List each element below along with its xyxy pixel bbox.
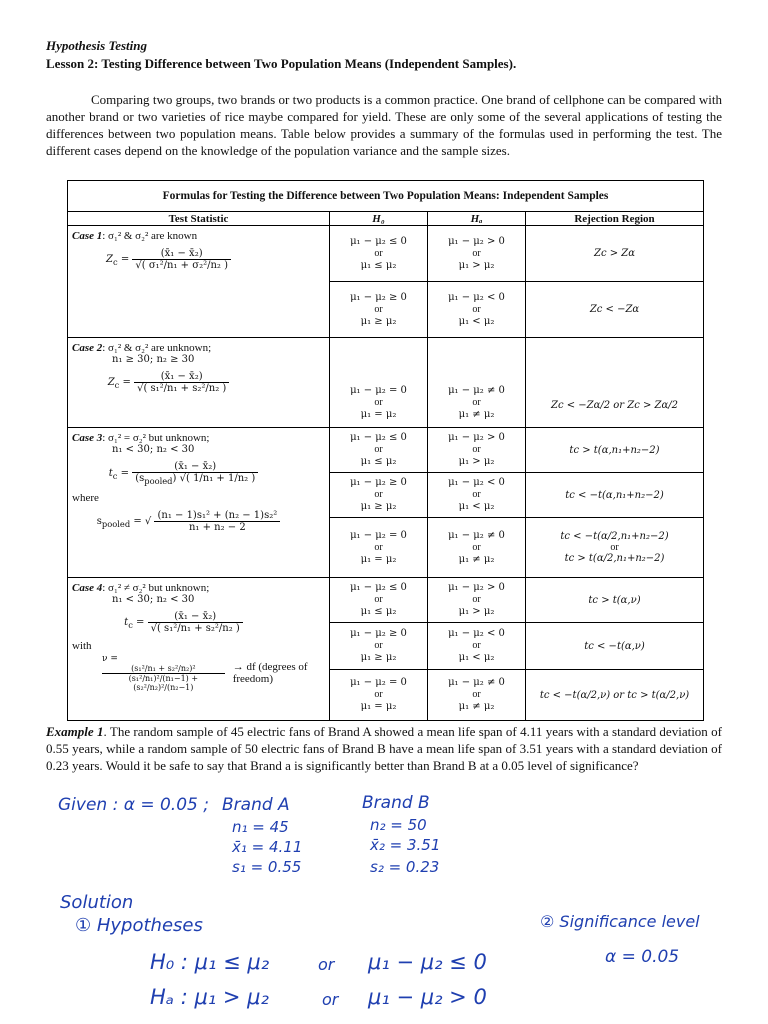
case4-sample-sizes: n₁ < 30; n₂ < 30 bbox=[112, 594, 195, 605]
intro-paragraph: Comparing two groups, two brands or two products is a common practice. One brand of cellphone can be compared with another brand or two varieties of rice maybe compared for yield. These are only some of the several applications of testing the differences between two population means. Table below provides a summary of the formulas used in performing the test. The different cases depend on the knowledge of the population variance and the sample sizes. bbox=[46, 92, 722, 158]
hand-brand-b: Brand B bbox=[362, 793, 430, 813]
hand-ha-or: or bbox=[322, 990, 339, 1009]
hand-a-sd: s₁ = 0.55 bbox=[232, 858, 302, 876]
row8-ha: μ₁ − μ₂ < 0 or μ₁ < μ₂ bbox=[428, 623, 526, 670]
case1-condition: : σ₁² & σ₂² are known bbox=[102, 230, 198, 242]
case3-cell bbox=[68, 428, 330, 578]
header-ha: Hₐ bbox=[428, 212, 526, 226]
hand-alpha: α = 0.05 bbox=[605, 947, 680, 967]
hand-a-mean: x̄₁ = 4.11 bbox=[232, 838, 303, 856]
row6-rejection: tc < −t(α/2,n₁+n₂−2) or tc > t(α/2,n₁+n₂−2) bbox=[526, 518, 704, 578]
row7-ha: μ₁ − μ₂ > 0 or μ₁ > μ₂ bbox=[428, 578, 526, 623]
row6-h0: μ₁ − μ₂ = 0 or μ₁ = μ₂ bbox=[330, 518, 428, 578]
header-rejection-region: Rejection Region bbox=[526, 212, 704, 226]
header-test-statistic: Test Statistic bbox=[68, 212, 330, 226]
row1-ha: μ₁ − μ₂ > 0 or μ₁ > μ₂ bbox=[428, 226, 526, 282]
example-text: . The random sample of 45 electric fans of Brand A showed a mean life span of 4.11 years with a standard deviation of 0.55 years, while a random sample of 50 electric fans of Brand B have a mean life span of 3.51 years with a standard deviation of 0.23 years. Would it be safe to say that Brand a is significantly better than Brand B at a 0.05 level of significance? bbox=[46, 724, 722, 773]
row2-rejection: Zc < −Zα bbox=[526, 282, 704, 338]
row5-rejection: tc < −t(α,n₁+n₂−2) bbox=[526, 473, 704, 518]
row1-rejection: Zc > Zα bbox=[526, 226, 704, 282]
hand-h0-or: or bbox=[318, 955, 335, 974]
case2-label: Case 2 bbox=[72, 342, 103, 354]
row3-h0: μ₁ − μ₂ = 0 or μ₁ = μ₂ bbox=[330, 338, 428, 428]
hand-ha-alt: μ₁ − μ₂ > 0 bbox=[368, 985, 487, 1009]
case1-label: Case 1 bbox=[72, 230, 103, 242]
row1-h0: μ₁ − μ₂ ≤ 0 or μ₁ ≤ μ₂ bbox=[330, 226, 428, 282]
row4-rejection: tc > t(α,n₁+n₂−2) bbox=[526, 428, 704, 473]
hand-brand-a: Brand A bbox=[222, 795, 290, 815]
formula-table bbox=[67, 180, 704, 721]
case4-label: Case 4 bbox=[72, 582, 103, 594]
df-formula: ν = $\frac{\text{(s₁²/n₁ + s₂²/n₂)²}}{\text{(s₁²/n₁)²/(n₁−1) + (s₂²/n₂)²/(n₂−1)}}$ → df (degrees of freedom) bbox=[72, 654, 325, 692]
hand-step1: ① Hypotheses bbox=[75, 915, 203, 936]
hand-b-mean: x̄₂ = 3.51 bbox=[370, 836, 441, 854]
case4-formula: $t_c$ = $\frac{\text{(x̄₁ − x̄₂)}}{\text{√( s₁²/n₁ + s₂²/n₂ )}}$ bbox=[42, 611, 325, 634]
hand-solution: Solution bbox=[60, 892, 134, 913]
case3-formula: $t_c$ = $\frac{\text{(x̄₁ − x̄₂)}}{(s_{pooled}) √( 1/n_1 + 1/n_2 )}$ bbox=[42, 461, 325, 486]
example-paragraph bbox=[46, 723, 722, 774]
row8-h0: μ₁ − μ₂ ≥ 0 or μ₁ ≥ μ₂ bbox=[330, 623, 428, 670]
header-h0: H₀ bbox=[330, 212, 428, 226]
case1-formula: $Z_c$ = $\frac{\text{(x̄₁ − x̄₂)}}{\text{√( σ₁²/n₁ + σ₂²/n₂ )}}$ bbox=[12, 248, 325, 271]
hand-step2: ② Significance level bbox=[540, 912, 700, 931]
case4-cell bbox=[68, 578, 330, 721]
with-label: with bbox=[72, 640, 92, 652]
case4-condition: : σ₁² ≠ σ₂² but unknown; bbox=[102, 582, 210, 594]
row3-ha: μ₁ − μ₂ ≠ 0 or μ₁ ≠ μ₂ bbox=[428, 338, 526, 428]
df-note: → df (degrees of freedom) bbox=[232, 661, 308, 685]
row5-h0: μ₁ − μ₂ ≥ 0 or μ₁ ≥ μ₂ bbox=[330, 473, 428, 518]
lesson-heading: Lesson 2: Testing Difference between Two Population Means (Independent Samples). bbox=[46, 56, 517, 71]
row7-h0: μ₁ − μ₂ ≤ 0 or μ₁ ≤ μ₂ bbox=[330, 578, 428, 623]
row3-rejection: Zc < −Zα/2 or Zc > Zα/2 bbox=[526, 338, 704, 428]
pooled-formula: $s_{pooled}$ = √ $\frac{\text{(n₁ − 1)s₁² + (n₂ − 1)s₂²}}{\text{n₁ + n₂ − 2}}$ bbox=[52, 510, 325, 533]
row2-h0: μ₁ − μ₂ ≥ 0 or μ₁ ≥ μ₂ bbox=[330, 282, 428, 338]
row4-ha: μ₁ − μ₂ > 0 or μ₁ > μ₂ bbox=[428, 428, 526, 473]
hand-b-sd: s₂ = 0.23 bbox=[370, 858, 440, 876]
row9-ha: μ₁ − μ₂ ≠ 0 or μ₁ ≠ μ₂ bbox=[428, 670, 526, 721]
example-label: Example 1 bbox=[46, 724, 104, 739]
row5-ha: μ₁ − μ₂ < 0 or μ₁ < μ₂ bbox=[428, 473, 526, 518]
row4-h0: μ₁ − μ₂ ≤ 0 or μ₁ ≤ μ₂ bbox=[330, 428, 428, 473]
row2-ha: μ₁ − μ₂ < 0 or μ₁ < μ₂ bbox=[428, 282, 526, 338]
case2-condition: : σ₁² & σ₂² are unknown; bbox=[102, 342, 212, 354]
case3-sample-sizes: n₁ < 30; n₂ < 30 bbox=[112, 444, 195, 455]
case2-sample-sizes: n₁ ≥ 30; n₂ ≥ 30 bbox=[112, 354, 195, 365]
hand-h0: H₀ : μ₁ ≤ μ₂ bbox=[150, 950, 270, 974]
row9-rejection: tc < −t(α/2,ν) or tc > t(α/2,ν) bbox=[526, 670, 704, 721]
hand-given: Given : α = 0.05 ; bbox=[58, 795, 209, 815]
row9-h0: μ₁ − μ₂ = 0 or μ₁ = μ₂ bbox=[330, 670, 428, 721]
case2-cell bbox=[68, 338, 330, 428]
case3-label: Case 3 bbox=[72, 432, 103, 444]
case1-cell bbox=[68, 226, 330, 338]
topic-heading: Hypothesis Testing bbox=[46, 38, 148, 53]
row8-rejection: tc < −t(α,ν) bbox=[526, 623, 704, 670]
row6-ha: μ₁ − μ₂ ≠ 0 or μ₁ ≠ μ₂ bbox=[428, 518, 526, 578]
case2-formula: $Z_c$ = $\frac{\text{(x̄₁ − x̄₂)}}{\text{√( s₁²/n₁ + s₂²/n₂ )}}$ bbox=[12, 371, 325, 394]
hand-a-n: n₁ = 45 bbox=[232, 818, 289, 836]
case3-condition: : σ₁² = σ₂² but unknown; bbox=[102, 432, 210, 444]
hand-b-n: n₂ = 50 bbox=[370, 816, 427, 834]
table-caption: Formulas for Testing the Difference between Two Population Means: Independent Samples bbox=[68, 181, 704, 212]
row7-rejection: tc > t(α,ν) bbox=[526, 578, 704, 623]
hand-ha: Hₐ : μ₁ > μ₂ bbox=[150, 985, 269, 1009]
hand-h0-alt: μ₁ − μ₂ ≤ 0 bbox=[368, 950, 487, 974]
where-label: where bbox=[72, 492, 99, 504]
